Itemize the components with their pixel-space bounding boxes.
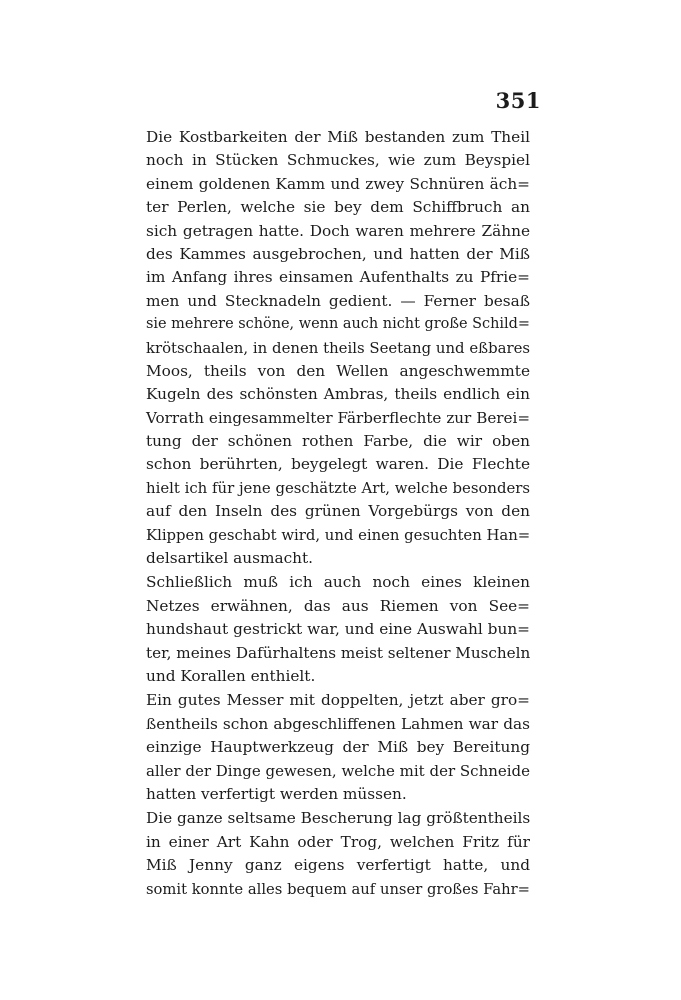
text-line: hielt ich für jene geschätzte Art, welche besonders	[146, 478, 530, 497]
text-line: ter, meines Dafürhaltens meist seltener Muscheln	[146, 643, 531, 662]
text-line: Kugeln des schönsten Ambras, theils endlich ein	[146, 385, 530, 404]
text-line: Miß Jenny ganz eigens verfertigt hatte, und	[146, 856, 530, 875]
text-line: aller der Dinge gewesen, welche mit der Schneide	[146, 761, 530, 780]
text-line: sich getragen hatte. Doch waren mehrere Zähne	[146, 221, 530, 240]
text-line: hundshaut gestrickt war, und eine Auswahl bun=	[146, 620, 530, 639]
text-line: in einer Art Kahn oder Trog, welchen Fritz für	[146, 832, 530, 851]
text-line: und Korallen enthielt.	[146, 666, 316, 685]
paragraph-3	[146, 689, 530, 806]
text-line: Vorrath eingesammelter Färberflechte zur Berei=	[146, 408, 530, 427]
body-text	[146, 126, 530, 901]
text-line: Ein gutes Messer mit doppelten, jetzt aber gro=	[146, 691, 530, 710]
text-line: somit konnte alles bequem auf unser großes Fahr=	[146, 880, 530, 898]
text-line: ter Perlen, welche sie bey dem Schiffbruch an	[146, 198, 530, 217]
text-line: Die Kostbarkeiten der Miß bestanden zum Theil	[146, 128, 530, 146]
text-line: krötschaalen, in denen theils Seetang und eßbares	[146, 338, 530, 357]
text-line: noch in Stücken Schmuckes, wie zum Beyspiel	[146, 151, 530, 170]
text-line: des Kammes ausgebrochen, und hatten der Miß	[146, 244, 530, 263]
text-line: men und Stecknadeln gedient. — Ferner besaß	[146, 291, 530, 310]
text-line: einzige Hauptwerkzeug der Miß bey Bereitung	[146, 738, 530, 757]
text-line: tung der schönen rothen Farbe, die wir oben	[146, 432, 530, 451]
text-line: einem goldenen Kamm und zwey Schnüren äch=	[146, 174, 530, 193]
text-line: sie mehrere schöne, wenn auch nicht große Schild=	[146, 316, 530, 333]
text-line: Die ganze seltsame Bescherung lag größtentheils	[146, 809, 531, 828]
page-number: 351	[495, 88, 541, 113]
text-line: Netzes erwähnen, das aus Riemen von See=	[146, 596, 530, 615]
text-line: ßentheils schon abgeschliffenen Lahmen war das	[146, 714, 530, 733]
paragraph-4	[146, 807, 530, 901]
paragraph-2	[146, 571, 530, 688]
text-line: auf den Inseln des grünen Vorgebürgs von den	[146, 502, 530, 521]
paragraph-1	[146, 126, 530, 570]
text-line: Schließlich muß ich auch noch eines kleinen	[146, 573, 530, 592]
text-line: schon berührten, beygelegt waren. Die Flechte	[146, 455, 530, 474]
text-line: delsartikel ausmacht.	[146, 549, 314, 568]
text-line: Klippen geschabt wird, und einen gesuchten Han=	[146, 526, 531, 544]
text-line: im Anfang ihres einsamen Aufenthalts zu Pfrie=	[146, 268, 530, 287]
text-line: Moos, theils von den Wellen angeschwemmte	[146, 361, 530, 380]
text-line: hatten verfertigt werden müssen.	[146, 784, 407, 803]
